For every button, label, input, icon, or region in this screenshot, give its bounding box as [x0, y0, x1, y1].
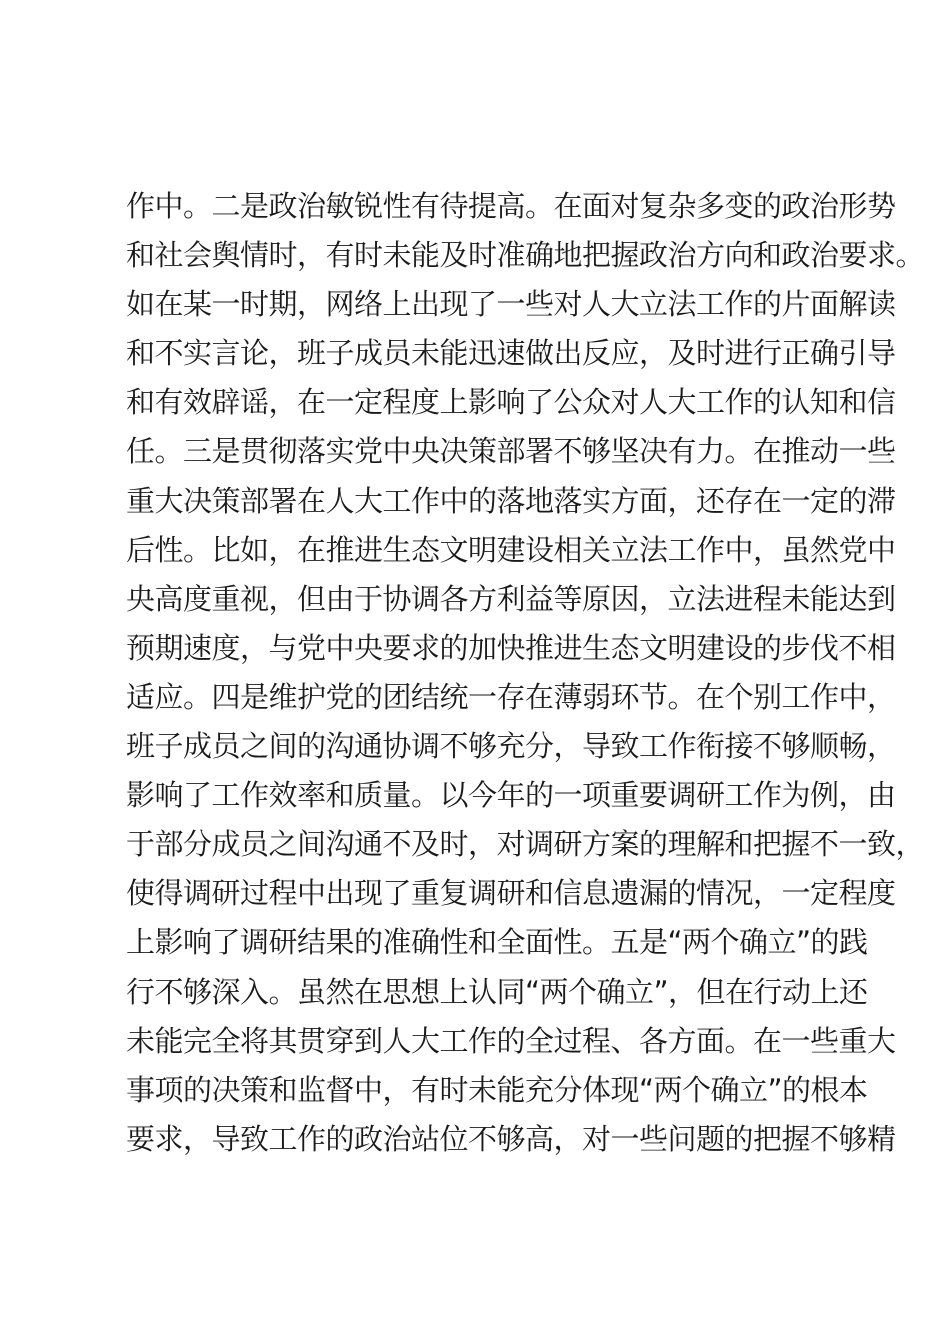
text-line: 后性。比如，在推进生态文明建设相关立法工作中，虽然党中: [126, 532, 896, 567]
text-line: 重大决策部署在人大工作中的落地落实方面，还存在一定的滞: [126, 483, 896, 518]
text-line: 要求，导致工作的政治站位不够高，对一些问题的把握不够精: [126, 1121, 896, 1156]
text-line: 任。三是贯彻落实党中央决策部署不够坚决有力。在推动一些: [126, 434, 896, 469]
text-line: 适应。四是维护党的团结统一存在薄弱环节。在个别工作中，: [126, 679, 896, 714]
text-line: 预期速度，与党中央要求的加快推进生态文明建设的步伐不相: [126, 630, 896, 665]
text-line: 影响了工作效率和质量。以今年的一项重要调研工作为例，由: [126, 778, 896, 813]
text-line: 于部分成员之间沟通不及时，对调研方案的理解和把握不一致，: [126, 827, 925, 862]
text-line: 上影响了调研结果的准确性和全面性。五是“两个确立”的践: [126, 925, 868, 960]
text-line: 行不够深入。虽然在思想上认同“两个确立”，但在行动上还: [126, 974, 868, 1009]
text-line: 和社会舆情时，有时未能及时准确地把握政治方向和政治要求。: [126, 238, 925, 273]
text-line: 和不实言论，班子成员未能迅速做出反应，及时进行正确引导: [126, 336, 896, 371]
body-text: [126, 182, 925, 1164]
text-line: 事项的决策和监督中，有时未能充分体现“两个确立”的根本: [126, 1072, 868, 1107]
text-line: 作中。二是政治敏锐性有待提高。在面对复杂多变的政治形势: [126, 189, 896, 223]
text-line: 使得调研过程中出现了重复调研和信息遗漏的情况，一定程度: [126, 876, 896, 911]
text-line: 如在某一时期，网络上出现了一些对人大立法工作的片面解读: [126, 287, 896, 322]
text-line: 央高度重视，但由于协调各方利益等原因，立法进程未能达到: [126, 581, 896, 616]
text-line: 未能完全将其贯穿到人大工作的全过程、各方面。在一些重大: [126, 1023, 896, 1058]
text-line: 班子成员之间的沟通协调不够充分，导致工作衔接不够顺畅，: [126, 729, 896, 764]
text-line: 和有效辟谣，在一定程度上影响了公众对人大工作的认知和信: [126, 385, 896, 420]
